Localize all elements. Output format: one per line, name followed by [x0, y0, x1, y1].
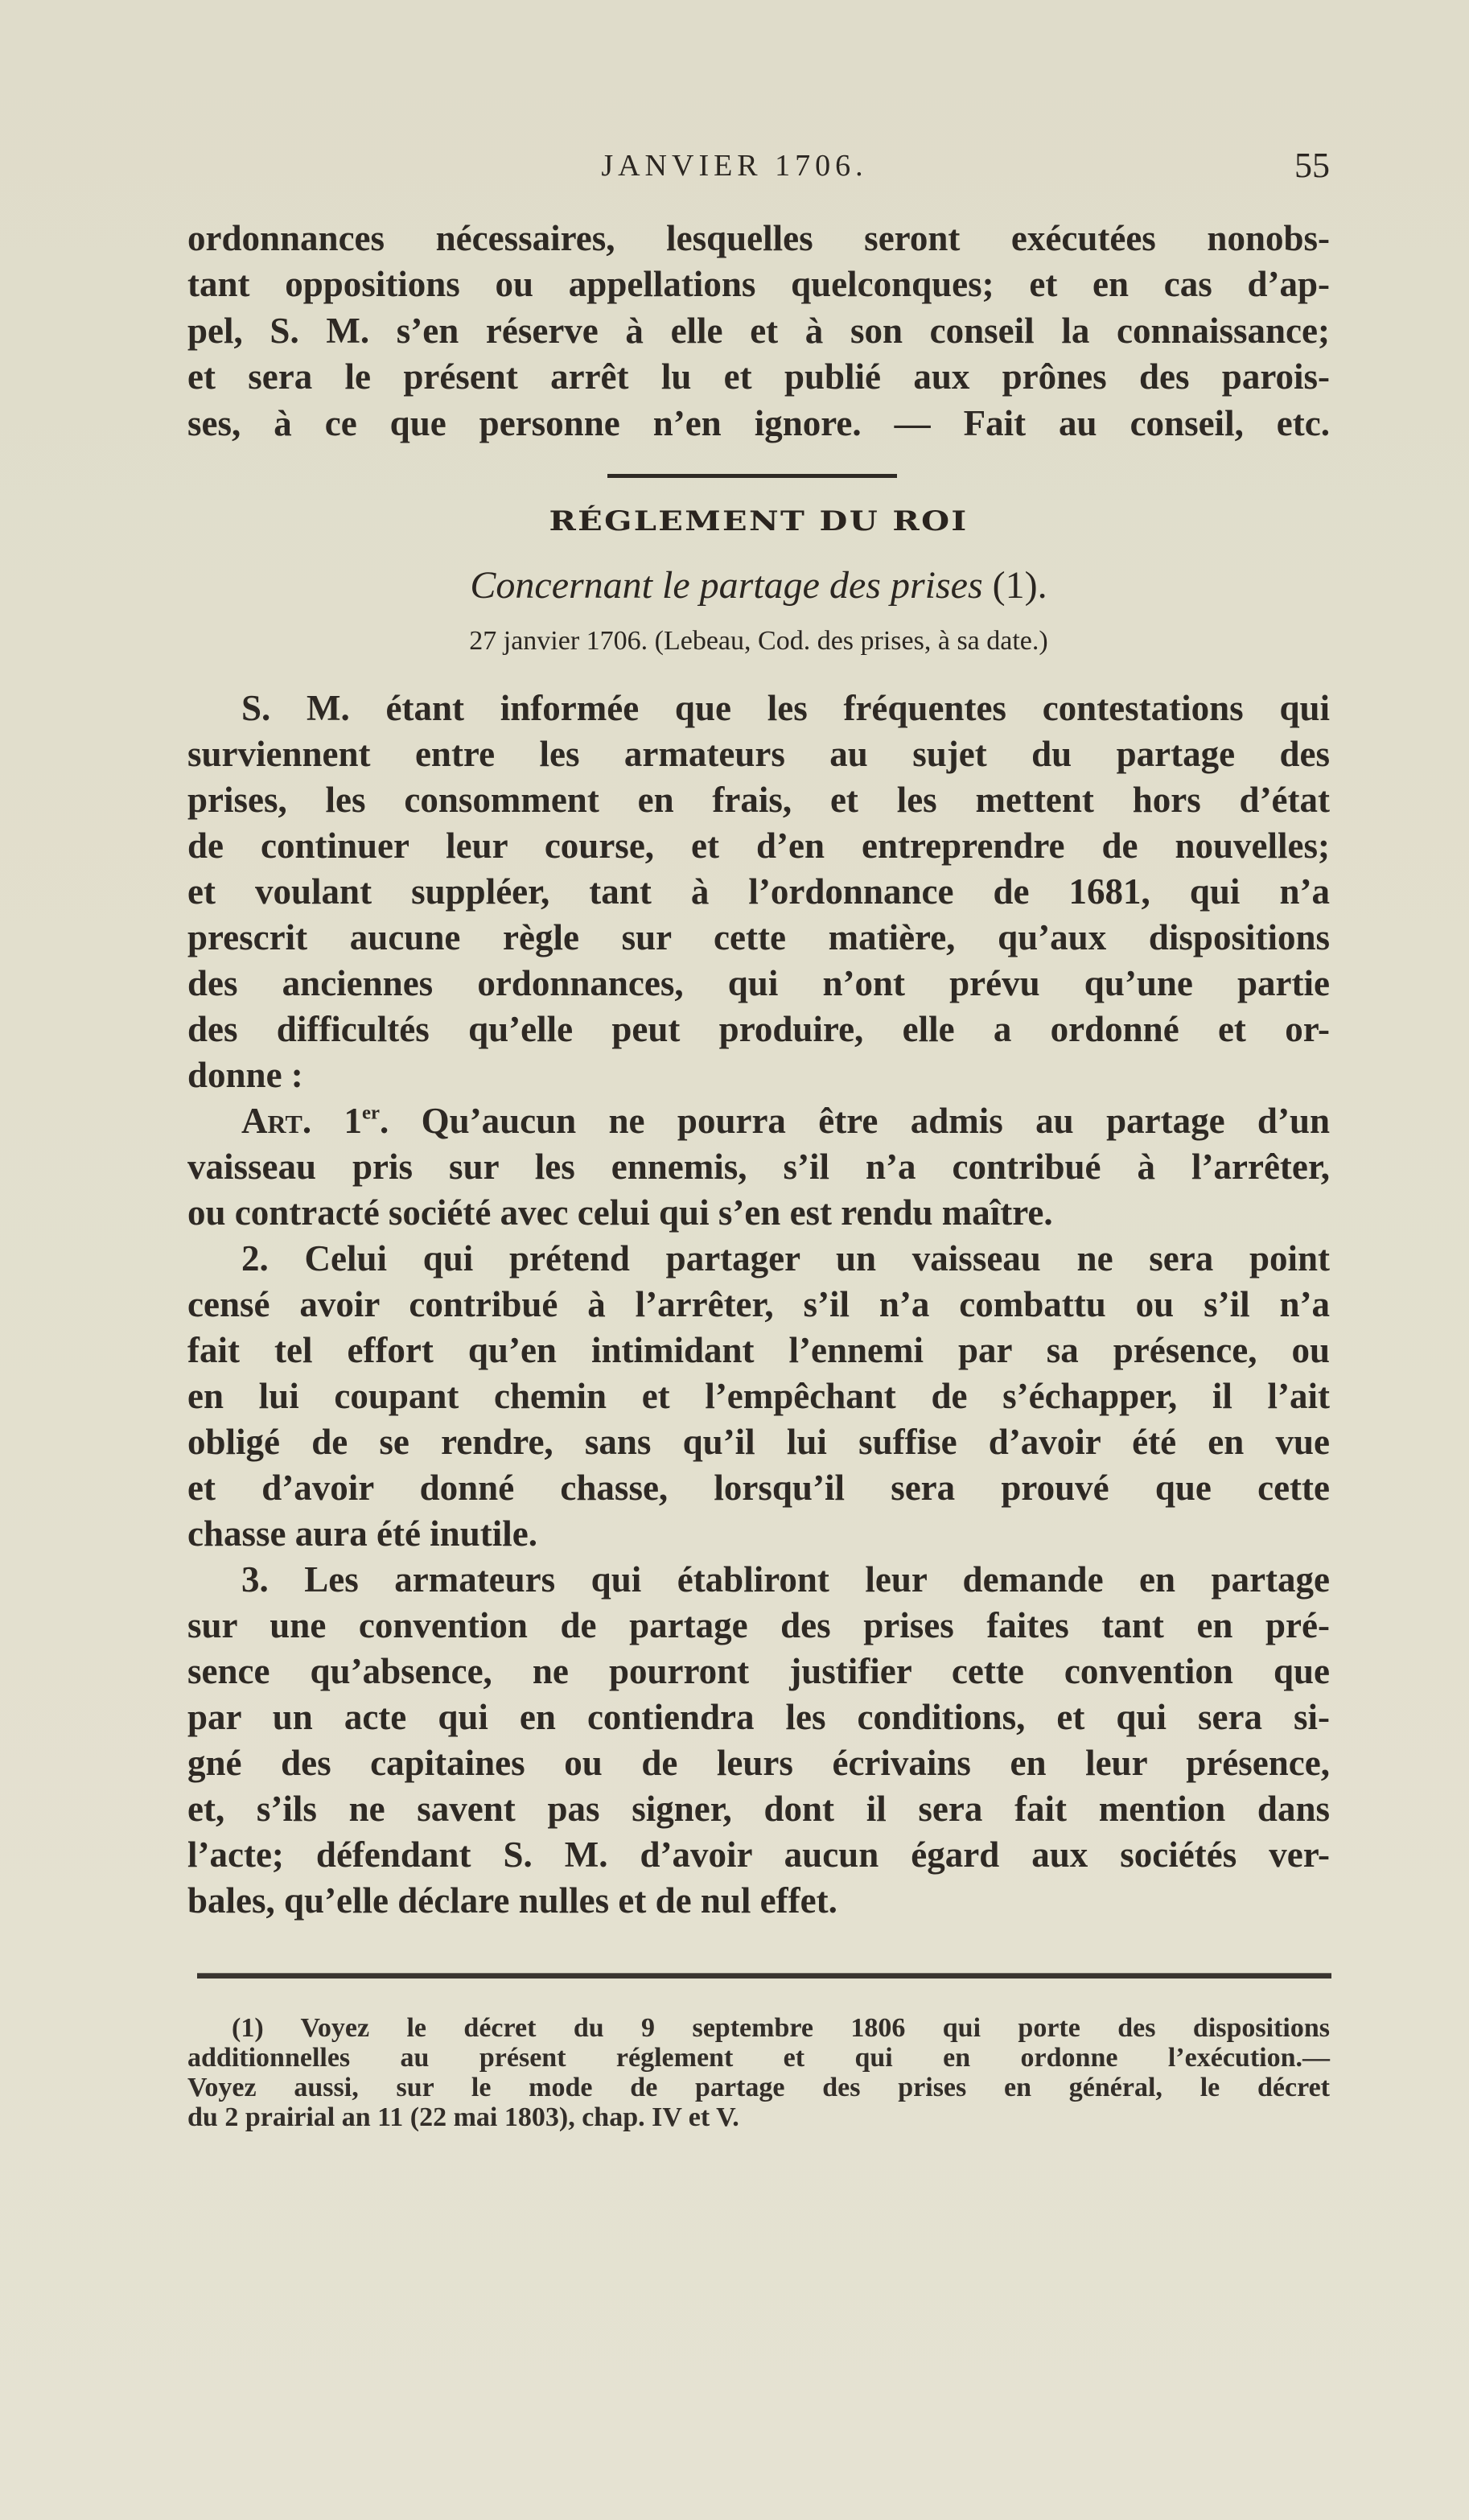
- section-heading: RÉGLEMENT DU ROI: [549, 505, 969, 537]
- text-line: censé avoir contribué à l’arrêter, s’il n’a combattu ou s’il n’a: [187, 1284, 1330, 1324]
- footnote-line: Voyez aussi, sur le mode de partage des prises en général, le décret: [187, 2073, 1330, 2102]
- text-line: et, s’ils ne savent pas signer, dont il sera fait mention dans: [187, 1789, 1330, 1829]
- article-text: . Qu’aucun ne pourra être admis au partage d’un: [379, 1101, 1330, 1141]
- text-line: l’acte; défendant S. M. d’avoir aucun égard aux sociétés ver-: [187, 1834, 1330, 1875]
- article-number-superscript: er: [361, 1101, 380, 1124]
- text-line: pel, S. M. s’en réserve à elle et à son conseil la connaissance;: [187, 311, 1330, 351]
- text-line: chasse aura été inutile.: [187, 1513, 537, 1554]
- running-title: JANVIER 1706.: [601, 149, 868, 183]
- text-line: sence qu’absence, ne pourront justifier cette convention que: [187, 1651, 1330, 1691]
- subtitle-text: Concernant le partage des prises: [470, 564, 983, 607]
- footnote-line: additionnelles au présent réglement et qui en ordonne l’exécution.—: [187, 2043, 1330, 2073]
- page-number: 55: [1294, 146, 1330, 185]
- footnote-reference: (1).: [992, 564, 1047, 607]
- footnote-separator-rule: [197, 1973, 1331, 1979]
- section-subtitle: [187, 563, 1330, 607]
- text-line: gné des capitaines ou de leurs écrivains en leur présence,: [187, 1743, 1330, 1783]
- running-header: [187, 145, 1330, 190]
- text-line: de continuer leur course, et d’en entreprendre de nouvelles;: [187, 826, 1330, 866]
- footnote-line: du 2 prairial an 11 (22 mai 1803), chap. IV et V.: [187, 2102, 739, 2132]
- text-line: et voulant suppléer, tant à l’ordonnance de 1681, qui n’a: [187, 871, 1330, 912]
- text-line: en lui coupant chemin et l’empêchant de s’échapper, il l’ait: [187, 1376, 1330, 1416]
- text-line: bales, qu’elle déclare nulles et de nul effet.: [187, 1880, 837, 1921]
- text-line: tant oppositions ou appellations quelconques; et en cas d’ap-: [187, 264, 1330, 304]
- text-line: sur une convention de partage des prises faites tant en pré-: [187, 1605, 1330, 1645]
- text-line: prises, les consomment en frais, et les mettent hors d’état: [187, 780, 1330, 820]
- text-line: fait tel effort qu’en intimidant l’ennemi par sa présence, ou: [187, 1330, 1330, 1370]
- text-line: ou contracté société avec celui qui s’en est rendu maître.: [187, 1192, 1053, 1233]
- text-line: vaisseau pris sur les ennemis, s’il n’a contribué à l’arrêter,: [187, 1147, 1330, 1187]
- text-line: obligé de se rendre, sans qu’il lui suffise d’avoir été en vue: [187, 1422, 1330, 1462]
- text-line: et sera le présent arrêt lu et publié aux prônes des parois-: [187, 356, 1330, 397]
- text-line: prescrit aucune règle sur cette matière, qu’aux dispositions: [187, 917, 1330, 957]
- text-line: par un acte qui en contiendra les conditions, et qui sera si-: [187, 1697, 1330, 1737]
- section-divider-rule: [607, 474, 897, 478]
- text-line: S. M. étant informée que les fréquentes contestations qui: [241, 688, 1330, 728]
- article-1-first-line: [241, 1098, 1330, 1144]
- text-line: ordonnances nécessaires, lesquelles seront exécutées nonobs-: [187, 218, 1330, 258]
- text-line: ses, à ce que personne n’en ignore. — Fait au conseil, etc.: [187, 403, 1330, 443]
- text-line: et d’avoir donné chasse, lorsqu’il sera prouvé que cette: [187, 1468, 1330, 1508]
- footnote-line: (1) Voyez le décret du 9 septembre 1806 qui porte des dispositions: [232, 2013, 1330, 2043]
- dateline: 27 janvier 1706. (Lebeau, Cod. des prises, à sa date.): [469, 626, 1048, 656]
- text-line: donne :: [187, 1055, 303, 1095]
- text-line: 2. Celui qui prétend partager un vaisseau ne sera point: [241, 1238, 1330, 1279]
- text-line: surviennent entre les armateurs au sujet du partage des: [187, 734, 1330, 774]
- text-line: des difficultés qu’elle peut produire, elle a ordonné et or-: [187, 1009, 1330, 1049]
- article-number: 1: [344, 1101, 362, 1141]
- text-line: des anciennes ordonnances, qui n’ont prévu qu’une partie: [187, 963, 1330, 1003]
- article-label: Art.: [241, 1101, 312, 1141]
- text-line: 3. Les armateurs qui établiront leur demande en partage: [241, 1559, 1330, 1600]
